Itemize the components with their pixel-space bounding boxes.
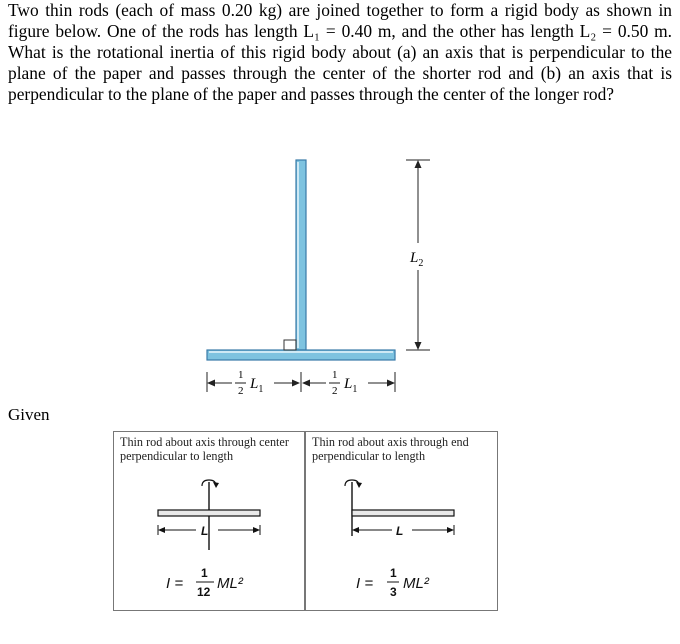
right-angle-marker bbox=[284, 340, 296, 350]
svg-text:ML²: ML² bbox=[403, 575, 429, 592]
svg-text:L: L bbox=[396, 524, 404, 538]
table-cell-end-axis bbox=[305, 431, 498, 611]
half-L1-right-num: 1 bbox=[332, 369, 338, 381]
svg-text:1: 1 bbox=[201, 566, 208, 580]
half-L1-left-num: 1 bbox=[238, 369, 244, 381]
center-axis-diagram bbox=[114, 432, 304, 610]
svg-text:I =: I = bbox=[166, 575, 184, 592]
svg-text:3: 3 bbox=[390, 585, 397, 599]
center-axis-caption: Thin rod about axis through center perpendicular to length bbox=[120, 435, 289, 463]
svg-text:L: L bbox=[201, 524, 209, 538]
given-label: Given bbox=[8, 405, 50, 424]
end-axis-diagram bbox=[306, 432, 497, 610]
half-L1-right-den: 2 bbox=[332, 385, 338, 397]
table-cell-center-axis bbox=[113, 431, 305, 611]
svg-text:12: 12 bbox=[197, 585, 211, 599]
half-L1-left-label: $L_1$ bbox=[250, 376, 264, 395]
L2-label: $L_2$ bbox=[410, 250, 424, 269]
half-L1-left-den: 2 bbox=[238, 385, 244, 397]
problem-sentence-2: One of the rods has length L₁ = 0.40 m, and the other has length L₂ = 0.50 m. bbox=[106, 21, 672, 41]
inertia-table bbox=[113, 431, 498, 611]
problem-sentence-3: What is the rotational inertia of this rigid body about (a) an axis that is perpendicular to the plane of the paper and passes through the center of the shorter rod and (b) an axis that is perpendicular to the plane of the paper and passes through the center of the longer rod? bbox=[8, 42, 672, 104]
svg-text:1: 1 bbox=[390, 566, 397, 580]
svg-text:I =: I = bbox=[356, 575, 374, 592]
problem-sentence-1: Two thin rods (each of mass 0.20 kg) are joined together to form a rigid body as shown in figure below. bbox=[8, 0, 672, 41]
svg-text:ML²: ML² bbox=[217, 575, 243, 592]
half-L1-right-label: $L_1$ bbox=[344, 376, 358, 395]
end-axis-caption: Thin rod about axis through end perpendicular to length bbox=[312, 435, 469, 463]
